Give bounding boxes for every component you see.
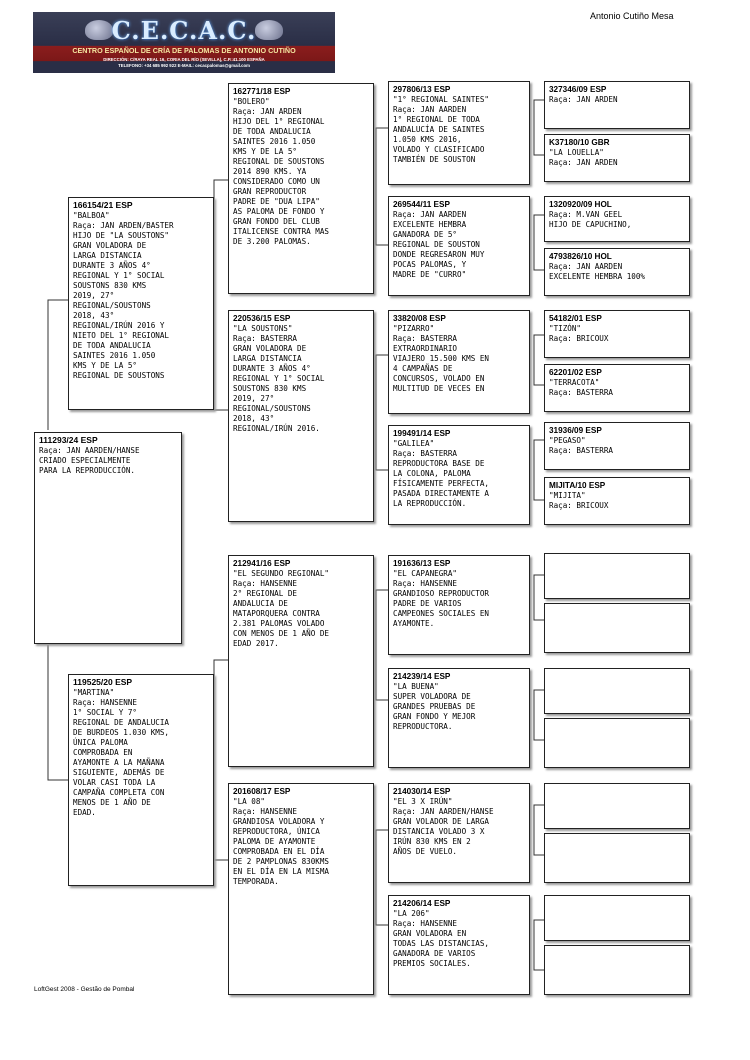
g4-6-ring-number: 62201/02 ESP	[549, 368, 602, 377]
logo-subtitle: CENTRO ESPAÑOL DE CRÍA DE PALOMAS DE ANTONIO CUTIÑO	[72, 46, 296, 55]
pedigree-dd-dam[interactable]	[388, 895, 530, 995]
dd-dam-description: "LA 206" Raça: HANSENNE GRAN VOLADORA EN TODAS LAS DISTANCIAS, GANADORA DE VARIOS PREMIOS SOCIALES.	[393, 909, 490, 968]
g4-5-description: "TIZÓN" Raça: BRICOUX	[549, 324, 609, 343]
dam-ring-number: 119525/20 ESP	[73, 677, 133, 687]
sire-ring-number: 166154/21 ESP	[73, 200, 133, 210]
g4-3-ring-number: 1320920/09 HOL	[549, 200, 612, 209]
g4-8-ring-number: MIJITA/10 ESP	[549, 481, 606, 490]
dam-description: "MARTINA" Raça: HANSENNE 1° SOCIAL Y 7° REGIONAL DE ANDALUCIA DE BURDEOS 1.030 KMS, ÚNICA PALOMA COMPROBADA EN AYAMONTE A LA MAÑANA SIGUIENTE, ADEMÁS DE VOLAR CASI TODA LA CAMPAÑA COMPLETA CON MENOS DE 1 AÑO DE EDAD.	[73, 688, 170, 817]
logo-contact: TELEFONO: +34 685 992 922 E-MAIL: cecacpalomas@gmail.com	[118, 63, 250, 68]
pedigree-ss-sire[interactable]	[388, 81, 530, 185]
pedigree-dam-sire[interactable]	[228, 555, 374, 767]
ss-dam-ring-number: 269544/11 ESP	[393, 200, 450, 209]
pedigree-subject[interactable]	[34, 432, 182, 644]
g4-4-description: Raça: JAN AARDEN EXCELENTE HEMBRA 100%	[549, 262, 646, 281]
sd-dam-description: "GALILEA" Raça: BASTERRA REPRODUCTORA BASE DE LA COLONA, PALOMA FÍSICAMENTE PERFECTA, PASADA DIRECTAMENTE A LA REPRODUCCIÓN.	[393, 439, 490, 508]
logo-address: DIRECCIÓN: C/RAYA REAL 16, CORIA DEL RÍO (SEVILLA), C.P.:41.100 ESPAÑA	[103, 57, 265, 62]
pedigree-g4-empty-4[interactable]	[544, 718, 690, 768]
ss-sire-description: "1° REGIONAL SAINTES" Raça: JAN AARDEN 1° REGIONAL DE TODA ANDALUCÍA DE SAINTES 1.050 KMS 2016, VOLADO Y CLASIFICADO TAMBIÉN DE SOUSTON	[393, 95, 490, 164]
sire-sire-description: "BOLERO" Raça: JAN ARDEN HIJO DEL 1° REGIONAL DE TODA ANDALUCIA SAINTES 2016 1.050 KMS Y DE LA 5° REGIONAL DE SOUSTONS 2014 890 KMS. YA CONSIDERADO COMO UN GRAN REPRODUCTOR PADRE DE "DUA LIPA" AS PALOMA DE FONDO Y GRAN FONDO DEL CLUB ITALICENSE CONTRA MAS DE 3.200 PALOMAS.	[233, 97, 330, 246]
ss-sire-ring-number: 297806/13 ESP	[393, 85, 451, 94]
dam-sire-description: "EL SEGUNDO REGIONAL" Raça: HANSENNE 2° REGIONAL DE ANDALUCIA DE MATAPORQUERA CONTRA 2.381 PALOMAS VOLADO CON MENOS DE 1 AÑO DE EDAD 2017.	[233, 569, 330, 648]
dd-sire-ring-number: 214030/14 ESP	[393, 787, 451, 796]
pedigree-sd-dam[interactable]	[388, 425, 530, 525]
g4-2-ring-number: K37180/10 GBR	[549, 138, 610, 147]
g4-4-ring-number: 4793826/10 HOL	[549, 252, 612, 261]
sire-dam-description: "LA SOUSTONS" Raça: BASTERRA GRAN VOLADORA DE LARGA DISTANCIA DURANTE 3 AÑOS 4° REGIONAL Y 1° SOCIAL SOUSTONS 830 KMS 2019, 27° REGIONAL/SOUSTONS 2018, 43° REGIONAL/IRÚN 2016.	[233, 324, 325, 433]
sd-dam-ring-number: 199491/14 ESP	[393, 429, 451, 438]
pedigree-ss-dam[interactable]	[388, 196, 530, 296]
g4-7-description: "PEGASO" Raça: BASTERRA	[549, 436, 614, 455]
g4-8-description: "MIJITA" Raça: BRICOUX	[549, 491, 609, 510]
sire-description: "BALBOA" Raça: JAN ARDEN/BASTER HIJO DE "LA SOUSTONS" GRAN VOLADORA DE LARGA DISTANCIA DURANTE 3 AÑOS 4° REGIONAL Y 1° SOCIAL SOUSTONS 830 KMS 2019, 27° REGIONAL/SOUSTONS 2018, 43° REGIONAL/IRÚN 2016 Y NIETO DEL 1° REGIONAL DE TODA ANDALUCIA SAINTES 2016 1.050 KMS Y DE LA 5° REGIONAL DE SOUSTONS	[73, 211, 174, 380]
pedigree-dam[interactable]	[68, 674, 214, 886]
pedigree-g4-2[interactable]	[544, 134, 690, 182]
ds-dam-ring-number: 214239/14 ESP	[393, 672, 451, 681]
pedigree-g4-7[interactable]	[544, 422, 690, 470]
pedigree-dd-sire[interactable]	[388, 783, 530, 883]
pedigree-sire-dam[interactable]	[228, 310, 374, 522]
pedigree-dam-dam[interactable]	[228, 783, 374, 995]
footer-software: LoftGest 2008 - Gestão de Pombal	[34, 986, 135, 993]
subject-description: Raça: JAN AARDEN/HANSE CRIADO ESPECIALMENTE PARA LA REPRODUCCIÓN.	[39, 446, 140, 475]
pedigree-g4-empty-5[interactable]	[544, 783, 690, 829]
pedigree-sire[interactable]	[68, 197, 214, 410]
g4-1-ring-number: 327346/09 ESP	[549, 85, 607, 94]
sd-sire-description: "PIZARRO" Raça: BASTERRA EXTRAORDINARIO VIAJERO 15.500 KMS EN 4 CAMPAÑAS DE CONCURSOS, VOLADO EN MULTITUD DE VECES EN	[393, 324, 490, 393]
g4-7-ring-number: 31936/09 ESP	[549, 426, 602, 435]
pedigree-sd-sire[interactable]	[388, 310, 530, 414]
pedigree-g4-1[interactable]	[544, 81, 690, 129]
pedigree-g4-empty-2[interactable]	[544, 603, 690, 653]
sire-dam-ring-number: 220536/15 ESP	[233, 314, 291, 323]
pedigree-g4-empty-3[interactable]	[544, 668, 690, 714]
pedigree-g4-empty-8[interactable]	[544, 945, 690, 995]
sire-sire-ring-number: 162771/18 ESP	[233, 87, 291, 96]
pedigree-ds-sire[interactable]	[388, 555, 530, 655]
pedigree-g4-empty-7[interactable]	[544, 895, 690, 941]
dam-sire-ring-number: 212941/16 ESP	[233, 559, 291, 568]
g4-1-description: Raça: JAN ARDEN	[549, 95, 618, 104]
pedigree-g4-4[interactable]	[544, 248, 690, 296]
dd-sire-description: "EL 3 X IRÚN" Raça: JAN AARDEN/HANSE GRAN VOLADOR DE LARGA DISTANCIA VOLADO 3 X IRÚN 830 KMS EN 2 AÑOS DE VUELO.	[393, 797, 494, 856]
g4-3-description: Raça: M.VAN GEEL HIJO DE CAPUCHINO,	[549, 210, 632, 229]
dd-dam-ring-number: 214206/14 ESP	[393, 899, 451, 908]
sd-sire-ring-number: 33820/08 ESP	[393, 314, 446, 323]
owner-name: Antonio Cutiño Mesa	[590, 11, 674, 21]
g4-5-ring-number: 54182/01 ESP	[549, 314, 602, 323]
pedigree-g4-5[interactable]	[544, 310, 690, 358]
pedigree-ds-dam[interactable]	[388, 668, 530, 768]
pedigree-g4-8[interactable]	[544, 477, 690, 525]
pedigree-g4-empty-6[interactable]	[544, 833, 690, 883]
ss-dam-description: Raça: JAN AARDEN EXCELENTE HEMBRA GANADORA DE 5° REGIONAL DE SOUSTON DONDE REGRESARON MUY POCAS PALOMAS, Y MADRE DE "CURRO"	[393, 210, 485, 279]
subject-ring-number: 111293/24 ESP	[39, 435, 98, 445]
pedigree-g4-empty-1[interactable]	[544, 553, 690, 599]
dam-dam-ring-number: 201608/17 ESP	[233, 787, 291, 796]
pedigree-g4-6[interactable]	[544, 364, 690, 412]
ds-sire-description: "EL CAPANEGRA" Raça: HANSENNE GRANDIOSO REPRODUCTOR PADRE DE VARIOS CAMPEONES SOCIALES EN AYAMONTE.	[393, 569, 490, 628]
dam-dam-description: "LA 08" Raça: HANSENNE GRANDIOSA VOLADORA Y REPRODUCTORA, ÚNICA PALOMA DE AYAMONTE COMPROBADA EN EL DÍA DE 2 PAMPLONAS 830KMS EN EL DÍA EN LA MISMA TEMPORADA.	[233, 797, 330, 886]
g4-2-description: "LA LOUELLA" Raça: JAN ARDEN	[549, 148, 618, 167]
g4-6-description: "TERRACOTA" Raça: BASTERRA	[549, 378, 614, 397]
logo-title: C.E.C.A.C.	[111, 16, 257, 45]
ds-sire-ring-number: 191636/13 ESP	[393, 559, 451, 568]
ds-dam-description: "LA BUENA" SUPER VOLADORA DE GRANDES PRUEBAS DE GRAN FONDO Y MEJOR REPRODUCTORA.	[393, 682, 476, 731]
pedigree-sire-sire[interactable]	[228, 83, 374, 294]
pedigree-g4-3[interactable]	[544, 196, 690, 242]
